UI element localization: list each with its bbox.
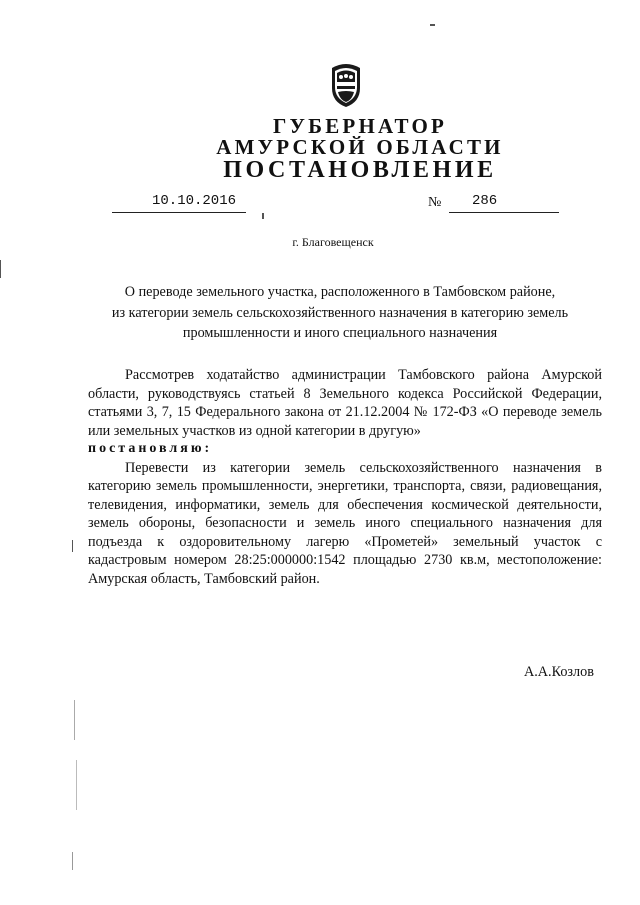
subject-line: О переводе земельного участка, расположенного в Тамбовском районе, [124, 284, 556, 300]
signatory-name: А.А.Козлов [524, 664, 594, 680]
header-region: АМУРСКОЙ ОБЛАСТИ [216, 135, 504, 159]
document-body [88, 366, 602, 588]
document-type-title: ПОСТАНОВЛЕНИЕ [223, 157, 497, 183]
scan-mark [430, 24, 435, 26]
document-number: 286 [472, 193, 498, 209]
header-governor: ГУБЕРНАТОР [272, 114, 448, 138]
subject-line: из категории земель сельскохозяйственного назначения в категорию земель [111, 304, 569, 321]
scan-mark [72, 852, 73, 870]
document-date: 10.10.2016 [152, 193, 237, 209]
issue-city: г. Благовещенск [292, 235, 374, 249]
decree-word: постановляю: [88, 441, 213, 456]
number-label: № [428, 195, 442, 210]
preamble-paragraph: Рассмотрев ходатайство администрации Тамбовского района Амурской области, руководствуясь статьей 8 Земельного кодекса Российской Федерации, статьями 3, 7, 15 Федерального закона от 21.12.2004 № 172-ФЗ «О переводе земель или земельных участков из одной категории в другую» [88, 367, 602, 439]
scan-mark [262, 213, 264, 219]
scan-mark [76, 760, 77, 810]
scan-mark [74, 700, 75, 740]
resolution-paragraph: Перевести из категории земель сельскохозяйственного назначения в категорию земель промышленности, энергетики, транспорта, связи, радиовещания, телевидения, информатики, земель для обеспечения космической деятельности, земель обороны, безопасности и земель иного специального назначения для подъезда к оздоровительному лагерю «Прометей» земельный участок с кадастровым номером 28:25:000000:1542 площадью 2730 кв.м, местоположение: Амурская область, Тамбовский район. [88, 459, 602, 587]
scan-mark [0, 260, 1, 278]
number-underline [449, 192, 559, 213]
document-subject [80, 282, 600, 344]
coat-of-arms-emblem [326, 60, 366, 108]
subject-line: промышленности и иного специального назначения [182, 325, 498, 341]
scan-mark [72, 540, 73, 552]
